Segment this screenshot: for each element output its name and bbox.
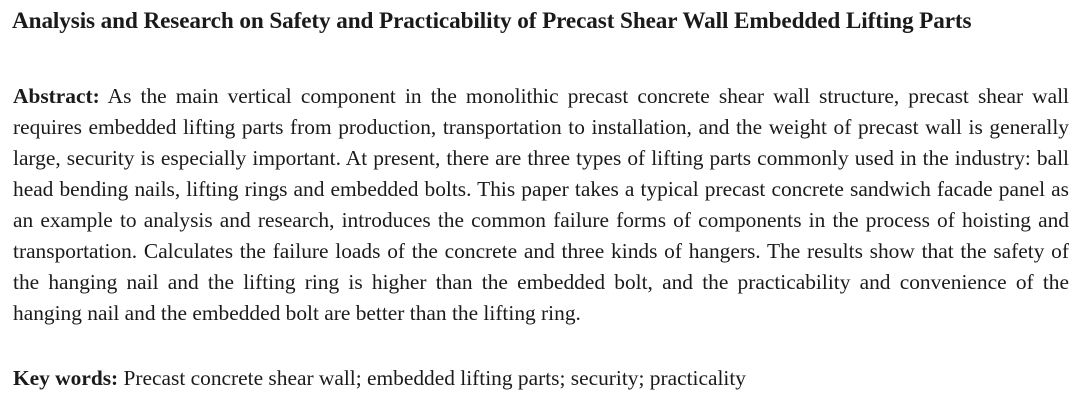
abstract-label: Abstract: — [13, 84, 100, 108]
abstract-text: As the main vertical component in the monolithic precast concrete shear wall structure, precast shear wall requires embedded lifting parts from production, transportation to installation, and the weight of precast wall is generally large, security is especially important. At present, there are three types of lifting parts commonly used in the industry: ball head bending nails, lifting rings and embedded bolts. This paper takes a typical precast concrete sandwich facade panel as an example to analysis and research, introduces the common failure forms of components in the process of hoisting and transportation. Calculates the failure loads of the concrete and three kinds of hangers. The results show that the safety of the hanging nail and the lifting ring is higher than the embedded bolt, and the practicability and convenience of the hanging nail and the embedded bolt are better than the lifting ring. — [13, 84, 1069, 325]
keywords-text: Precast concrete shear wall; embedded lifting parts; security; practicality — [123, 366, 746, 390]
keywords-section — [13, 363, 1069, 394]
keywords-label: Key words: — [13, 366, 119, 390]
abstract-section — [13, 81, 1069, 329]
paper-title: Analysis and Research on Safety and Practicability of Precast Shear Wall Embedded Lifting Parts — [12, 8, 972, 34]
